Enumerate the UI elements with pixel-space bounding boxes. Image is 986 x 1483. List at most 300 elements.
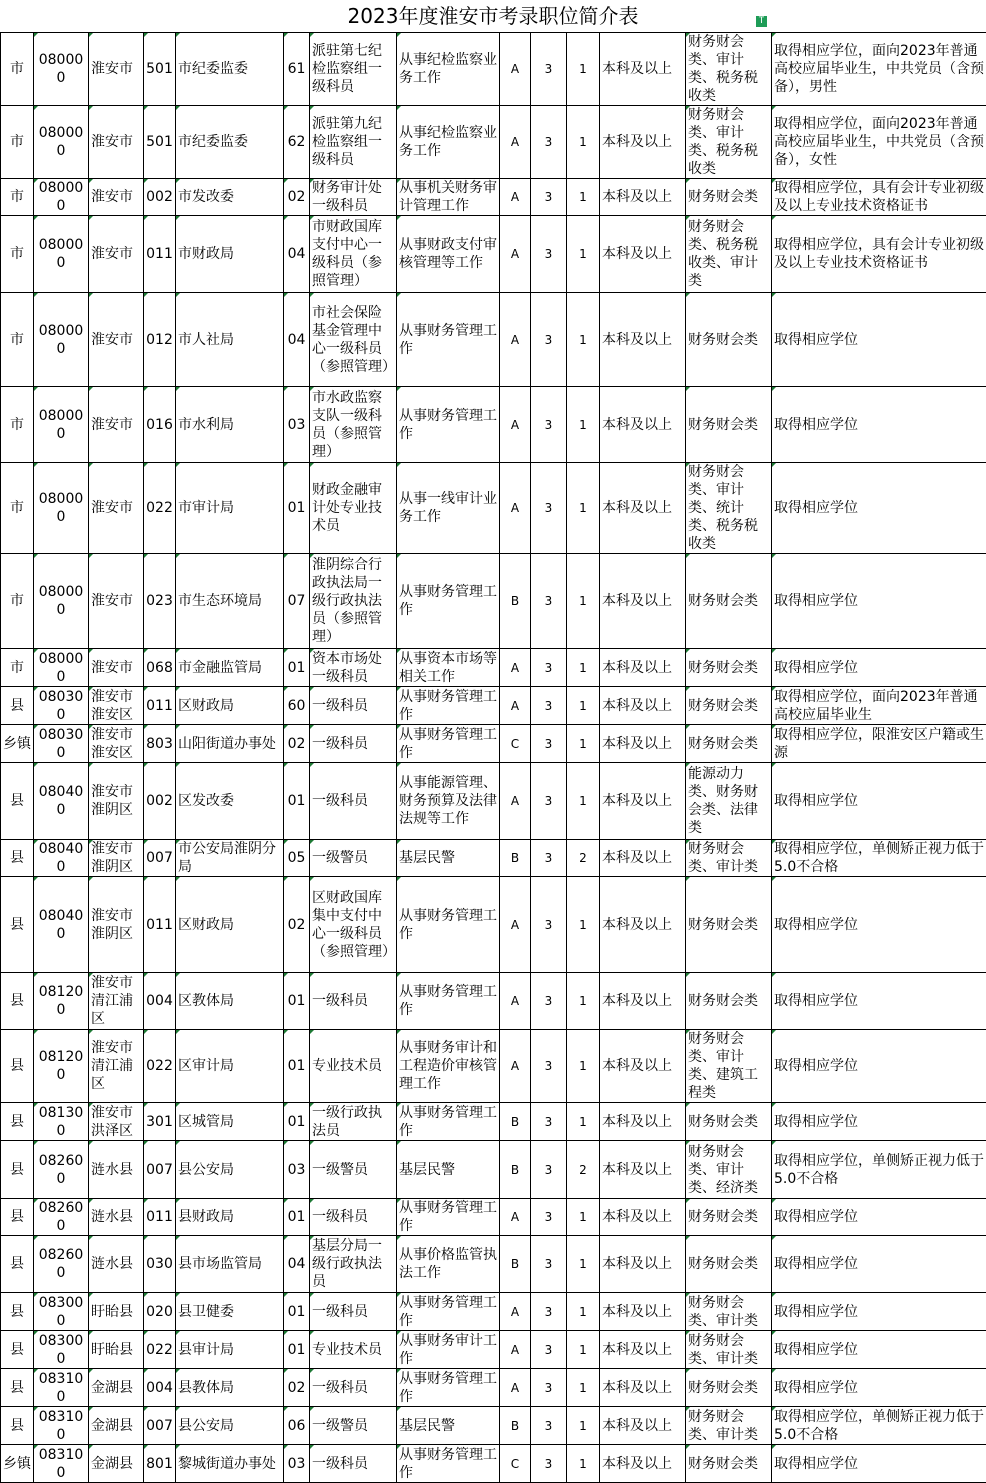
major-cell[interactable] — [686, 216, 772, 293]
requirements-cell[interactable] — [772, 1030, 986, 1103]
department-cell[interactable] — [176, 1141, 284, 1199]
position-name-cell[interactable] — [310, 763, 397, 840]
department-cell[interactable] — [176, 293, 284, 387]
major-cell[interactable] — [686, 106, 772, 179]
department-cell[interactable] — [176, 973, 284, 1030]
requirements-cell[interactable] — [772, 1236, 986, 1293]
exam-category-cell[interactable] — [500, 840, 531, 877]
ratio-cell[interactable] — [531, 1103, 567, 1141]
position-code-cell[interactable] — [284, 1236, 310, 1293]
position-name-cell[interactable] — [310, 1199, 397, 1236]
position-name-cell[interactable] — [310, 725, 397, 763]
ratio-cell[interactable] — [531, 216, 567, 293]
duty-cell[interactable] — [397, 387, 500, 463]
area-code-cell[interactable] — [34, 840, 89, 877]
level-cell[interactable] — [1, 463, 34, 554]
recruit-count-cell[interactable] — [567, 1103, 600, 1141]
ratio-cell[interactable] — [531, 554, 567, 649]
region-cell[interactable] — [89, 973, 144, 1030]
education-cell[interactable] — [600, 106, 686, 179]
recruit-count-cell[interactable] — [567, 1369, 600, 1407]
recruit-count-cell[interactable] — [567, 463, 600, 554]
recruit-count-cell[interactable] — [567, 1445, 600, 1483]
ratio-cell[interactable] — [531, 649, 567, 687]
position-code-cell[interactable] — [284, 763, 310, 840]
major-cell[interactable] — [686, 840, 772, 877]
education-cell[interactable] — [600, 1199, 686, 1236]
exam-category-cell[interactable] — [500, 1369, 531, 1407]
recruit-count-cell[interactable] — [567, 387, 600, 463]
requirements-cell[interactable] — [772, 179, 986, 216]
department-cell[interactable] — [176, 1407, 284, 1445]
exam-category-cell[interactable] — [500, 725, 531, 763]
dept-code-cell[interactable] — [144, 877, 176, 973]
position-code-cell[interactable] — [284, 216, 310, 293]
level-cell[interactable] — [1, 179, 34, 216]
exam-category-cell[interactable] — [500, 463, 531, 554]
requirements-cell[interactable] — [772, 973, 986, 1030]
department-cell[interactable] — [176, 649, 284, 687]
duty-cell[interactable] — [397, 763, 500, 840]
ratio-cell[interactable] — [531, 877, 567, 973]
region-cell[interactable] — [89, 179, 144, 216]
level-cell[interactable] — [1, 840, 34, 877]
dept-code-cell[interactable] — [144, 840, 176, 877]
position-code-cell[interactable] — [284, 973, 310, 1030]
position-code-cell[interactable] — [284, 1030, 310, 1103]
dept-code-cell[interactable] — [144, 973, 176, 1030]
position-name-cell[interactable] — [310, 840, 397, 877]
dept-code-cell[interactable] — [144, 1445, 176, 1483]
area-code-cell[interactable] — [34, 1030, 89, 1103]
duty-cell[interactable] — [397, 1141, 500, 1199]
region-cell[interactable] — [89, 216, 144, 293]
department-cell[interactable] — [176, 725, 284, 763]
region-cell[interactable] — [89, 33, 144, 106]
duty-cell[interactable] — [397, 179, 500, 216]
major-cell[interactable] — [686, 725, 772, 763]
recruit-count-cell[interactable] — [567, 725, 600, 763]
education-cell[interactable] — [600, 877, 686, 973]
duty-cell[interactable] — [397, 1293, 500, 1331]
exam-category-cell[interactable] — [500, 1236, 531, 1293]
position-code-cell[interactable] — [284, 106, 310, 179]
major-cell[interactable] — [686, 1199, 772, 1236]
department-cell[interactable] — [176, 33, 284, 106]
exam-category-cell[interactable] — [500, 1103, 531, 1141]
recruit-count-cell[interactable] — [567, 1030, 600, 1103]
position-code-cell[interactable] — [284, 649, 310, 687]
recruit-count-cell[interactable] — [567, 1331, 600, 1369]
duty-cell[interactable] — [397, 554, 500, 649]
position-name-cell[interactable] — [310, 1331, 397, 1369]
position-name-cell[interactable] — [310, 293, 397, 387]
exam-category-cell[interactable] — [500, 1030, 531, 1103]
recruit-count-cell[interactable] — [567, 1407, 600, 1445]
recruit-count-cell[interactable] — [567, 1293, 600, 1331]
dept-code-cell[interactable] — [144, 216, 176, 293]
dept-code-cell[interactable] — [144, 687, 176, 725]
level-cell[interactable] — [1, 1103, 34, 1141]
duty-cell[interactable] — [397, 1445, 500, 1483]
major-cell[interactable] — [686, 1331, 772, 1369]
education-cell[interactable] — [600, 649, 686, 687]
region-cell[interactable] — [89, 1407, 144, 1445]
education-cell[interactable] — [600, 1331, 686, 1369]
education-cell[interactable] — [600, 763, 686, 840]
duty-cell[interactable] — [397, 1369, 500, 1407]
region-cell[interactable] — [89, 293, 144, 387]
area-code-cell[interactable] — [34, 973, 89, 1030]
education-cell[interactable] — [600, 973, 686, 1030]
major-cell[interactable] — [686, 554, 772, 649]
position-code-cell[interactable] — [284, 1199, 310, 1236]
department-cell[interactable] — [176, 179, 284, 216]
exam-category-cell[interactable] — [500, 1331, 531, 1369]
exam-category-cell[interactable] — [500, 973, 531, 1030]
position-code-cell[interactable] — [284, 687, 310, 725]
recruit-count-cell[interactable] — [567, 179, 600, 216]
position-name-cell[interactable] — [310, 33, 397, 106]
area-code-cell[interactable] — [34, 179, 89, 216]
requirements-cell[interactable] — [772, 649, 986, 687]
education-cell[interactable] — [600, 387, 686, 463]
region-cell[interactable] — [89, 649, 144, 687]
exam-category-cell[interactable] — [500, 1141, 531, 1199]
duty-cell[interactable] — [397, 1331, 500, 1369]
duty-cell[interactable] — [397, 463, 500, 554]
department-cell[interactable] — [176, 463, 284, 554]
position-code-cell[interactable] — [284, 1331, 310, 1369]
duty-cell[interactable] — [397, 1236, 500, 1293]
requirements-cell[interactable] — [772, 106, 986, 179]
recruit-count-cell[interactable] — [567, 33, 600, 106]
level-cell[interactable] — [1, 216, 34, 293]
area-code-cell[interactable] — [34, 33, 89, 106]
position-name-cell[interactable] — [310, 687, 397, 725]
filter-icon[interactable]: T — [756, 16, 767, 27]
dept-code-cell[interactable] — [144, 463, 176, 554]
department-cell[interactable] — [176, 216, 284, 293]
department-cell[interactable] — [176, 1199, 284, 1236]
exam-category-cell[interactable] — [500, 33, 531, 106]
ratio-cell[interactable] — [531, 1369, 567, 1407]
requirements-cell[interactable] — [772, 554, 986, 649]
recruit-count-cell[interactable] — [567, 973, 600, 1030]
area-code-cell[interactable] — [34, 1103, 89, 1141]
requirements-cell[interactable] — [772, 763, 986, 840]
position-code-cell[interactable] — [284, 877, 310, 973]
position-code-cell[interactable] — [284, 1141, 310, 1199]
position-name-cell[interactable] — [310, 106, 397, 179]
region-cell[interactable] — [89, 1369, 144, 1407]
dept-code-cell[interactable] — [144, 1103, 176, 1141]
ratio-cell[interactable] — [531, 763, 567, 840]
duty-cell[interactable] — [397, 1407, 500, 1445]
major-cell[interactable] — [686, 1407, 772, 1445]
department-cell[interactable] — [176, 763, 284, 840]
region-cell[interactable] — [89, 687, 144, 725]
ratio-cell[interactable] — [531, 725, 567, 763]
requirements-cell[interactable] — [772, 1293, 986, 1331]
position-code-cell[interactable] — [284, 293, 310, 387]
dept-code-cell[interactable] — [144, 1331, 176, 1369]
requirements-cell[interactable] — [772, 293, 986, 387]
region-cell[interactable] — [89, 877, 144, 973]
region-cell[interactable] — [89, 387, 144, 463]
education-cell[interactable] — [600, 1407, 686, 1445]
dept-code-cell[interactable] — [144, 763, 176, 840]
area-code-cell[interactable] — [34, 1236, 89, 1293]
major-cell[interactable] — [686, 973, 772, 1030]
level-cell[interactable] — [1, 877, 34, 973]
exam-category-cell[interactable] — [500, 763, 531, 840]
department-cell[interactable] — [176, 106, 284, 179]
dept-code-cell[interactable] — [144, 1141, 176, 1199]
major-cell[interactable] — [686, 687, 772, 725]
exam-category-cell[interactable] — [500, 554, 531, 649]
region-cell[interactable] — [89, 1103, 144, 1141]
area-code-cell[interactable] — [34, 1199, 89, 1236]
requirements-cell[interactable] — [772, 463, 986, 554]
education-cell[interactable] — [600, 840, 686, 877]
department-cell[interactable] — [176, 1030, 284, 1103]
position-code-cell[interactable] — [284, 33, 310, 106]
level-cell[interactable] — [1, 1369, 34, 1407]
duty-cell[interactable] — [397, 33, 500, 106]
duty-cell[interactable] — [397, 1199, 500, 1236]
requirements-cell[interactable] — [772, 1369, 986, 1407]
major-cell[interactable] — [686, 293, 772, 387]
ratio-cell[interactable] — [531, 106, 567, 179]
requirements-cell[interactable] — [772, 840, 986, 877]
duty-cell[interactable] — [397, 1030, 500, 1103]
requirements-cell[interactable] — [772, 387, 986, 463]
major-cell[interactable] — [686, 1141, 772, 1199]
ratio-cell[interactable] — [531, 387, 567, 463]
ratio-cell[interactable] — [531, 1199, 567, 1236]
department-cell[interactable] — [176, 1369, 284, 1407]
ratio-cell[interactable] — [531, 1141, 567, 1199]
recruit-count-cell[interactable] — [567, 763, 600, 840]
dept-code-cell[interactable] — [144, 725, 176, 763]
area-code-cell[interactable] — [34, 687, 89, 725]
area-code-cell[interactable] — [34, 106, 89, 179]
duty-cell[interactable] — [397, 973, 500, 1030]
department-cell[interactable] — [176, 877, 284, 973]
requirements-cell[interactable] — [772, 1199, 986, 1236]
education-cell[interactable] — [600, 1141, 686, 1199]
ratio-cell[interactable] — [531, 1445, 567, 1483]
level-cell[interactable] — [1, 387, 34, 463]
dept-code-cell[interactable] — [144, 33, 176, 106]
level-cell[interactable] — [1, 763, 34, 840]
position-code-cell[interactable] — [284, 387, 310, 463]
department-cell[interactable] — [176, 387, 284, 463]
position-code-cell[interactable] — [284, 1293, 310, 1331]
education-cell[interactable] — [600, 1445, 686, 1483]
requirements-cell[interactable] — [772, 1103, 986, 1141]
position-name-cell[interactable] — [310, 1030, 397, 1103]
ratio-cell[interactable] — [531, 463, 567, 554]
ratio-cell[interactable] — [531, 840, 567, 877]
position-code-cell[interactable] — [284, 1445, 310, 1483]
area-code-cell[interactable] — [34, 1407, 89, 1445]
major-cell[interactable] — [686, 463, 772, 554]
level-cell[interactable] — [1, 973, 34, 1030]
duty-cell[interactable] — [397, 216, 500, 293]
education-cell[interactable] — [600, 463, 686, 554]
level-cell[interactable] — [1, 1445, 34, 1483]
ratio-cell[interactable] — [531, 1293, 567, 1331]
position-name-cell[interactable] — [310, 1141, 397, 1199]
position-code-cell[interactable] — [284, 463, 310, 554]
recruit-count-cell[interactable] — [567, 293, 600, 387]
position-code-cell[interactable] — [284, 725, 310, 763]
dept-code-cell[interactable] — [144, 106, 176, 179]
exam-category-cell[interactable] — [500, 1407, 531, 1445]
dept-code-cell[interactable] — [144, 1293, 176, 1331]
area-code-cell[interactable] — [34, 216, 89, 293]
position-name-cell[interactable] — [310, 877, 397, 973]
requirements-cell[interactable] — [772, 1141, 986, 1199]
recruit-count-cell[interactable] — [567, 649, 600, 687]
major-cell[interactable] — [686, 1103, 772, 1141]
education-cell[interactable] — [600, 1369, 686, 1407]
level-cell[interactable] — [1, 649, 34, 687]
position-name-cell[interactable] — [310, 1369, 397, 1407]
education-cell[interactable] — [600, 1236, 686, 1293]
ratio-cell[interactable] — [531, 1030, 567, 1103]
level-cell[interactable] — [1, 106, 34, 179]
duty-cell[interactable] — [397, 877, 500, 973]
level-cell[interactable] — [1, 33, 34, 106]
area-code-cell[interactable] — [34, 763, 89, 840]
dept-code-cell[interactable] — [144, 1030, 176, 1103]
area-code-cell[interactable] — [34, 1331, 89, 1369]
recruit-count-cell[interactable] — [567, 840, 600, 877]
major-cell[interactable] — [686, 1030, 772, 1103]
education-cell[interactable] — [600, 33, 686, 106]
position-code-cell[interactable] — [284, 1407, 310, 1445]
area-code-cell[interactable] — [34, 1445, 89, 1483]
position-code-cell[interactable] — [284, 840, 310, 877]
dept-code-cell[interactable] — [144, 387, 176, 463]
dept-code-cell[interactable] — [144, 554, 176, 649]
ratio-cell[interactable] — [531, 293, 567, 387]
exam-category-cell[interactable] — [500, 687, 531, 725]
position-name-cell[interactable] — [310, 1293, 397, 1331]
position-name-cell[interactable] — [310, 1445, 397, 1483]
education-cell[interactable] — [600, 554, 686, 649]
duty-cell[interactable] — [397, 649, 500, 687]
position-code-cell[interactable] — [284, 1103, 310, 1141]
education-cell[interactable] — [600, 293, 686, 387]
recruit-count-cell[interactable] — [567, 1199, 600, 1236]
recruit-count-cell[interactable] — [567, 877, 600, 973]
education-cell[interactable] — [600, 179, 686, 216]
level-cell[interactable] — [1, 687, 34, 725]
education-cell[interactable] — [600, 687, 686, 725]
ratio-cell[interactable] — [531, 1236, 567, 1293]
position-code-cell[interactable] — [284, 554, 310, 649]
recruit-count-cell[interactable] — [567, 687, 600, 725]
exam-category-cell[interactable] — [500, 387, 531, 463]
level-cell[interactable] — [1, 725, 34, 763]
requirements-cell[interactable] — [772, 33, 986, 106]
area-code-cell[interactable] — [34, 463, 89, 554]
dept-code-cell[interactable] — [144, 1236, 176, 1293]
duty-cell[interactable] — [397, 1103, 500, 1141]
area-code-cell[interactable] — [34, 877, 89, 973]
department-cell[interactable] — [176, 840, 284, 877]
dept-code-cell[interactable] — [144, 649, 176, 687]
ratio-cell[interactable] — [531, 973, 567, 1030]
department-cell[interactable] — [176, 1331, 284, 1369]
exam-category-cell[interactable] — [500, 216, 531, 293]
region-cell[interactable] — [89, 554, 144, 649]
ratio-cell[interactable] — [531, 33, 567, 106]
level-cell[interactable] — [1, 1141, 34, 1199]
major-cell[interactable] — [686, 763, 772, 840]
major-cell[interactable] — [686, 179, 772, 216]
region-cell[interactable] — [89, 725, 144, 763]
exam-category-cell[interactable] — [500, 106, 531, 179]
requirements-cell[interactable] — [772, 877, 986, 973]
major-cell[interactable] — [686, 1369, 772, 1407]
exam-category-cell[interactable] — [500, 649, 531, 687]
position-code-cell[interactable] — [284, 1369, 310, 1407]
level-cell[interactable] — [1, 1236, 34, 1293]
position-code-cell[interactable] — [284, 179, 310, 216]
position-name-cell[interactable] — [310, 1103, 397, 1141]
education-cell[interactable] — [600, 1030, 686, 1103]
requirements-cell[interactable] — [772, 725, 986, 763]
position-name-cell[interactable] — [310, 1407, 397, 1445]
region-cell[interactable] — [89, 763, 144, 840]
major-cell[interactable] — [686, 387, 772, 463]
region-cell[interactable] — [89, 1293, 144, 1331]
exam-category-cell[interactable] — [500, 179, 531, 216]
duty-cell[interactable] — [397, 840, 500, 877]
position-name-cell[interactable] — [310, 387, 397, 463]
recruit-count-cell[interactable] — [567, 216, 600, 293]
position-name-cell[interactable] — [310, 973, 397, 1030]
department-cell[interactable] — [176, 1445, 284, 1483]
requirements-cell[interactable] — [772, 1445, 986, 1483]
region-cell[interactable] — [89, 1199, 144, 1236]
requirements-cell[interactable] — [772, 1331, 986, 1369]
requirements-cell[interactable] — [772, 1407, 986, 1445]
area-code-cell[interactable] — [34, 387, 89, 463]
recruit-count-cell[interactable] — [567, 1236, 600, 1293]
major-cell[interactable] — [686, 1236, 772, 1293]
dept-code-cell[interactable] — [144, 1369, 176, 1407]
dept-code-cell[interactable] — [144, 293, 176, 387]
level-cell[interactable] — [1, 1407, 34, 1445]
requirements-cell[interactable] — [772, 687, 986, 725]
requirements-cell[interactable] — [772, 216, 986, 293]
dept-code-cell[interactable] — [144, 1199, 176, 1236]
exam-category-cell[interactable] — [500, 1199, 531, 1236]
area-code-cell[interactable] — [34, 649, 89, 687]
duty-cell[interactable] — [397, 687, 500, 725]
exam-category-cell[interactable] — [500, 293, 531, 387]
duty-cell[interactable] — [397, 106, 500, 179]
area-code-cell[interactable] — [34, 1369, 89, 1407]
level-cell[interactable] — [1, 1331, 34, 1369]
area-code-cell[interactable] — [34, 293, 89, 387]
